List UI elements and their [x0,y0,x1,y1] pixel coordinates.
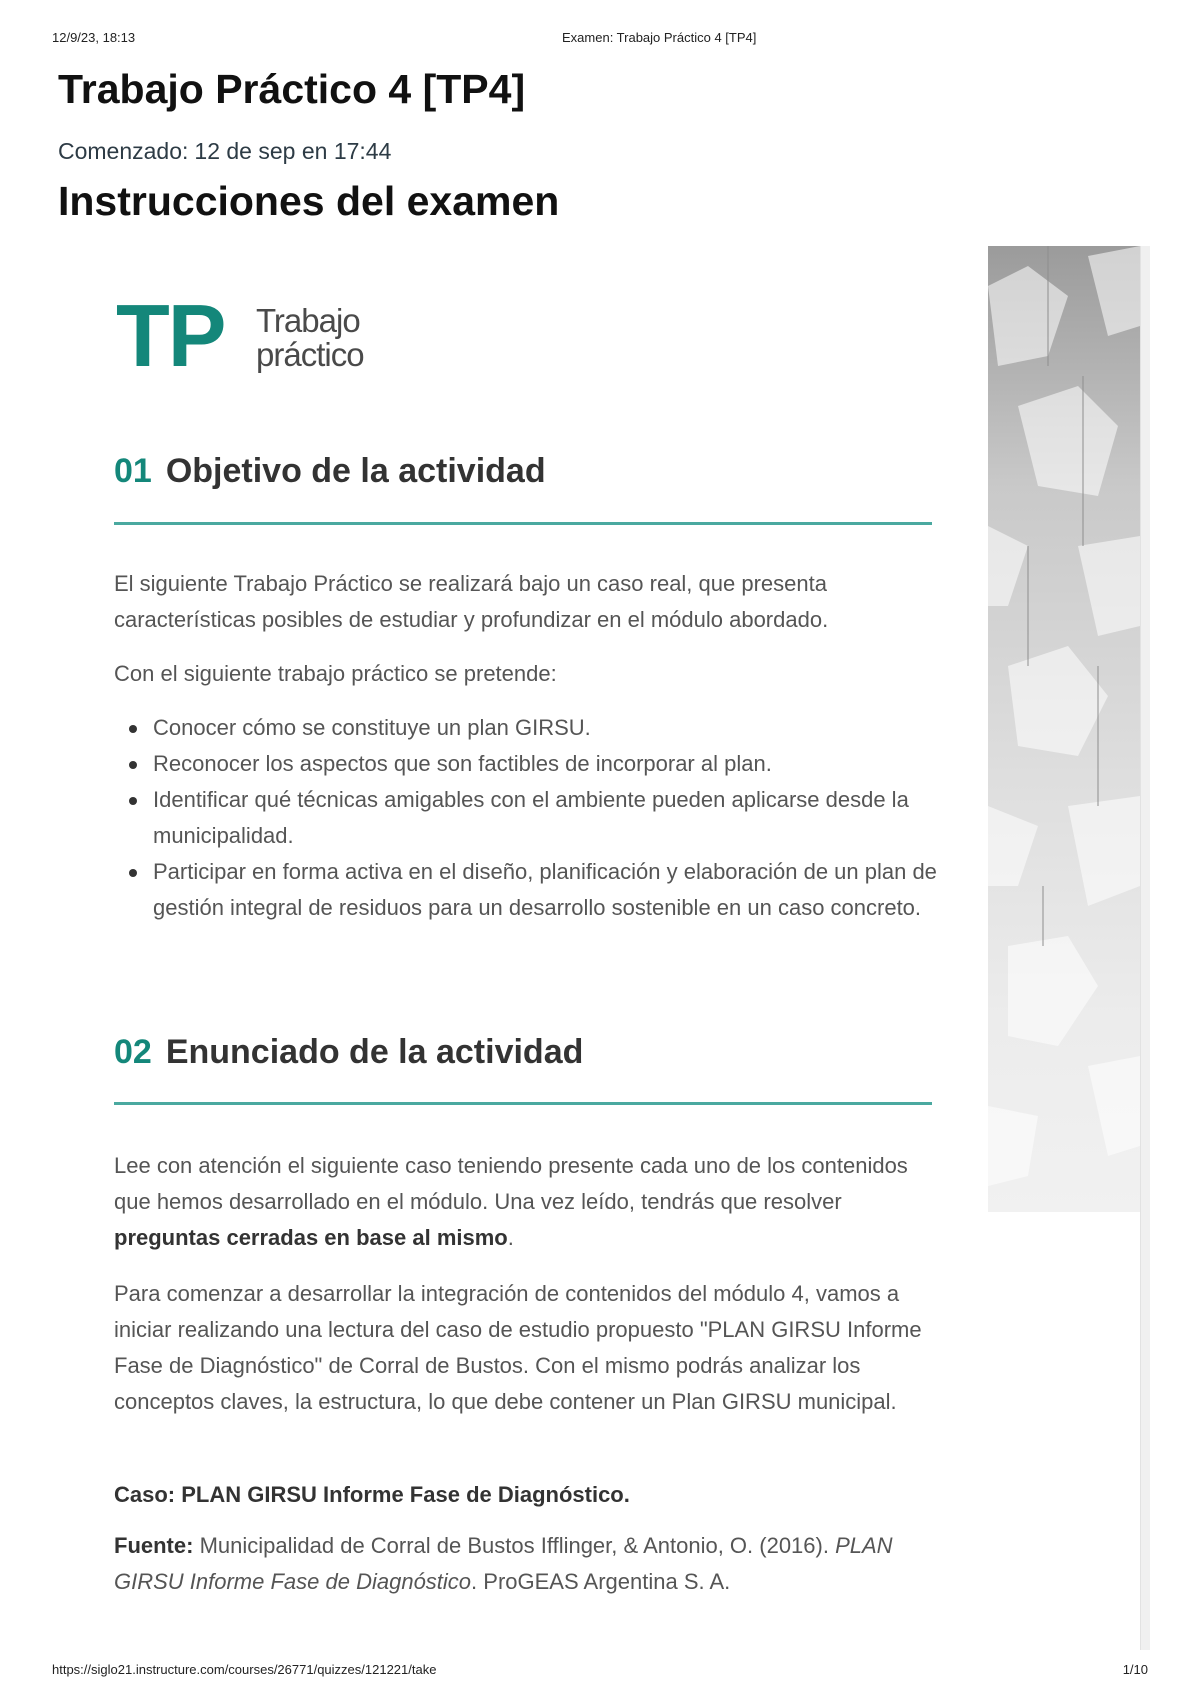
source-text: Municipalidad de Corral de Bustos Ifflinger, & Antonio, O. (2016). [193,1533,836,1558]
instructions-title: Instrucciones del examen [58,178,560,224]
statement-p1-text: Lee con atención el siguiente caso teniendo presente cada uno de los contenidos que hemos desarrollado en el módulo. Una vez leído, tendrás que resolver [114,1153,908,1214]
list-item: Conocer cómo se constituye un plan GIRSU. [114,710,944,746]
objective-bullet-list [114,710,944,926]
started-value: 12 de sep en 17:44 [194,138,392,164]
list-item: Reconocer los aspectos que son factibles de incorporar al plan. [114,746,944,782]
tp-logo-text [256,304,364,372]
source-publisher: . ProGEAS Argentina S. A. [471,1569,731,1594]
started-label: Comenzado: [58,138,189,164]
list-item: Participar en forma activa en el diseño, planificación y elaboración de un plan de gestión integral de residuos para un desarrollo sostenible en un caso concreto. [114,854,944,926]
section-objective-number: 01 [114,452,152,490]
section-objective-divider [114,522,932,525]
print-date: 12/9/23, 18:13 [52,30,136,45]
tp-logo-mark: TP [116,286,225,385]
section-objective-title: Objetivo de la actividad [165,452,546,490]
case-title: Caso: PLAN GIRSU Informe Fase de Diagnóstico. [114,1482,630,1507]
statement-paragraph-2: Para comenzar a desarrollar la integración de contenidos del módulo 4, vamos a iniciar realizando una lectura del caso de estudio propuesto "PLAN GIRSU Informe Fase de Diagnóstico" de Corral de Bustos. Con el mismo podrás analizar los conceptos claves, la estructura, lo que debe contener un Plan GIRSU municipal. [114,1281,922,1414]
print-page-number: 1/10 [1122,1662,1148,1677]
print-document-title: Examen: Trabajo Práctico 4 [TP4] [562,30,757,45]
statement-paragraph-1 [114,1148,944,1256]
source-italic-title: PLAN GIRSU Informe Fase de Diagnóstico [114,1533,893,1594]
statement-p1-bold: preguntas cerradas en base al mismo [114,1225,508,1250]
statement-p1-end: . [507,1225,514,1250]
print-url: https://siglo21.instructure.com/courses/26771/quizzes/121221/take [52,1662,437,1677]
list-item: Identificar qué técnicas amigables con el ambiente pueden aplicarse desde la municipalidad. [114,782,944,854]
section-statement-title: Enunciado de la actividad [165,1033,584,1071]
vertical-scrollbar[interactable] [1140,246,1150,1650]
lattice-pattern-icon [988,246,1140,1212]
source-label: Fuente: [114,1533,194,1558]
objective-paragraph-1: El siguiente Trabajo Práctico se realizará bajo un caso real, que presenta características posibles de estudiar y profundizar en el módulo abordado. [114,571,829,632]
started-info [58,138,391,165]
section-objective-heading [114,452,546,491]
tp-logo-line1: Trabajo [256,302,360,339]
source-citation [114,1528,944,1600]
decorative-banner-image [988,246,1140,1212]
section-statement-divider [114,1102,932,1105]
objective-paragraph-2: Con el siguiente trabajo práctico se pretende: [114,661,557,686]
tp-logo-line2: práctico [256,336,364,373]
section-statement-heading [114,1033,583,1072]
section-statement-number: 02 [114,1033,152,1071]
quiz-title: Trabajo Práctico 4 [TP4] [58,66,526,112]
